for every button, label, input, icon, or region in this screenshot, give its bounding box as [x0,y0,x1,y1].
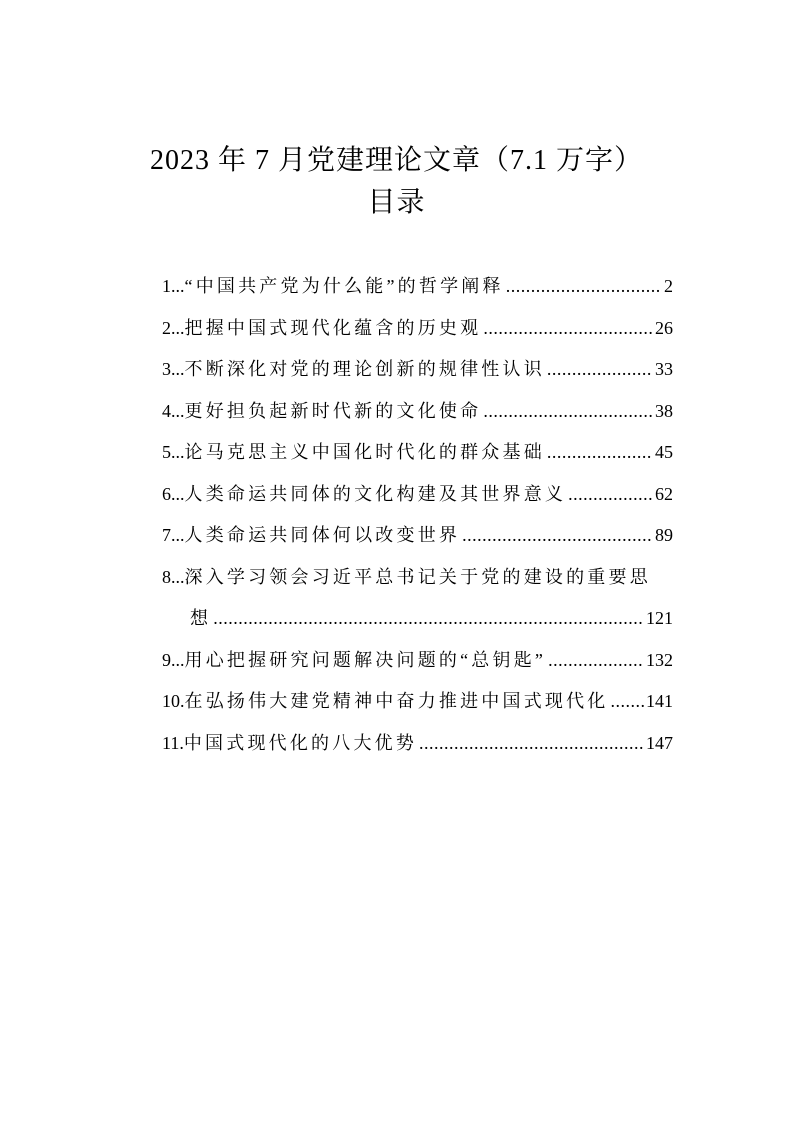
dot-leader [547,359,653,380]
document-title: 2023 年 7 月党建理论文章（7.1 万字） [149,145,643,176]
toc-number: 6... [162,483,185,504]
toc-number: 10. [162,691,185,711]
toc-page: 121 [646,608,673,628]
toc-label: 人类命运共同体何以改变世界 [184,525,461,545]
dot-leader [568,484,653,505]
toc-page: 62 [655,483,673,504]
toc-number: 3... [162,359,185,379]
toc-entry[interactable] [162,480,673,522]
toc-entry-continuation[interactable] [162,604,673,646]
toc-label: 深入学习领会习近平总书记关于党的建设的重要思 [184,566,651,587]
toc-page: 33 [655,359,673,379]
toc-label: 不断深化对党的理论创新的规律性认识 [184,359,545,379]
toc-label-continuation: 想 [190,608,212,628]
toc-entry[interactable] [162,438,673,480]
toc-page: 89 [655,525,673,545]
toc-number: 7... [162,525,185,545]
toc-heading: 目录 [367,187,426,218]
toc-entry[interactable] [162,397,673,439]
toc-entry[interactable] [162,314,673,356]
toc-label: 人类命运共同体的文化构建及其世界意义 [184,483,567,504]
toc-number: 4... [162,400,185,421]
toc-page: 38 [655,400,673,421]
toc-number: 9... [162,649,185,670]
toc-entry[interactable] [162,729,673,771]
toc-number: 5... [162,442,185,462]
toc-entry[interactable] [162,646,673,688]
dot-leader [419,733,644,754]
toc-number: 8... [162,566,185,587]
toc-number: 2... [162,317,185,338]
dot-leader [547,442,653,463]
toc-number: 11. [162,732,184,753]
toc-label: “中国共产党为什么能”的哲学阐释 [184,276,504,296]
toc-label: 用心把握研究问题解决问题的“总钥匙” [184,649,547,670]
toc-entry[interactable] [162,272,673,314]
dot-leader [611,691,645,712]
dot-leader [483,401,653,422]
dot-leader [548,650,644,671]
toc-entry[interactable] [162,563,673,605]
toc-label: 在弘扬伟大建党精神中奋力推进中国式现代化 [184,691,609,711]
toc-page: 147 [646,732,673,753]
toc-label: 中国式现代化的八大优势 [183,732,418,753]
toc-number: 1... [162,276,185,296]
dot-leader [483,318,653,339]
toc-label: 把握中国式现代化蕴含的历史观 [184,317,482,338]
dot-leader [213,608,644,629]
toc-entry[interactable] [162,355,673,397]
toc-page: 141 [646,691,673,711]
toc-page: 2 [664,276,673,296]
toc-page: 132 [646,649,673,670]
table-of-contents [162,272,673,770]
dot-leader [462,525,653,546]
dot-leader [506,276,662,297]
toc-label: 更好担负起新时代新的文化使命 [184,400,482,421]
toc-label: 论马克思主义中国化时代化的群众基础 [184,442,545,462]
toc-page: 45 [655,442,673,462]
toc-entry[interactable] [162,687,673,729]
toc-entry[interactable] [162,521,673,563]
toc-page: 26 [655,317,673,338]
